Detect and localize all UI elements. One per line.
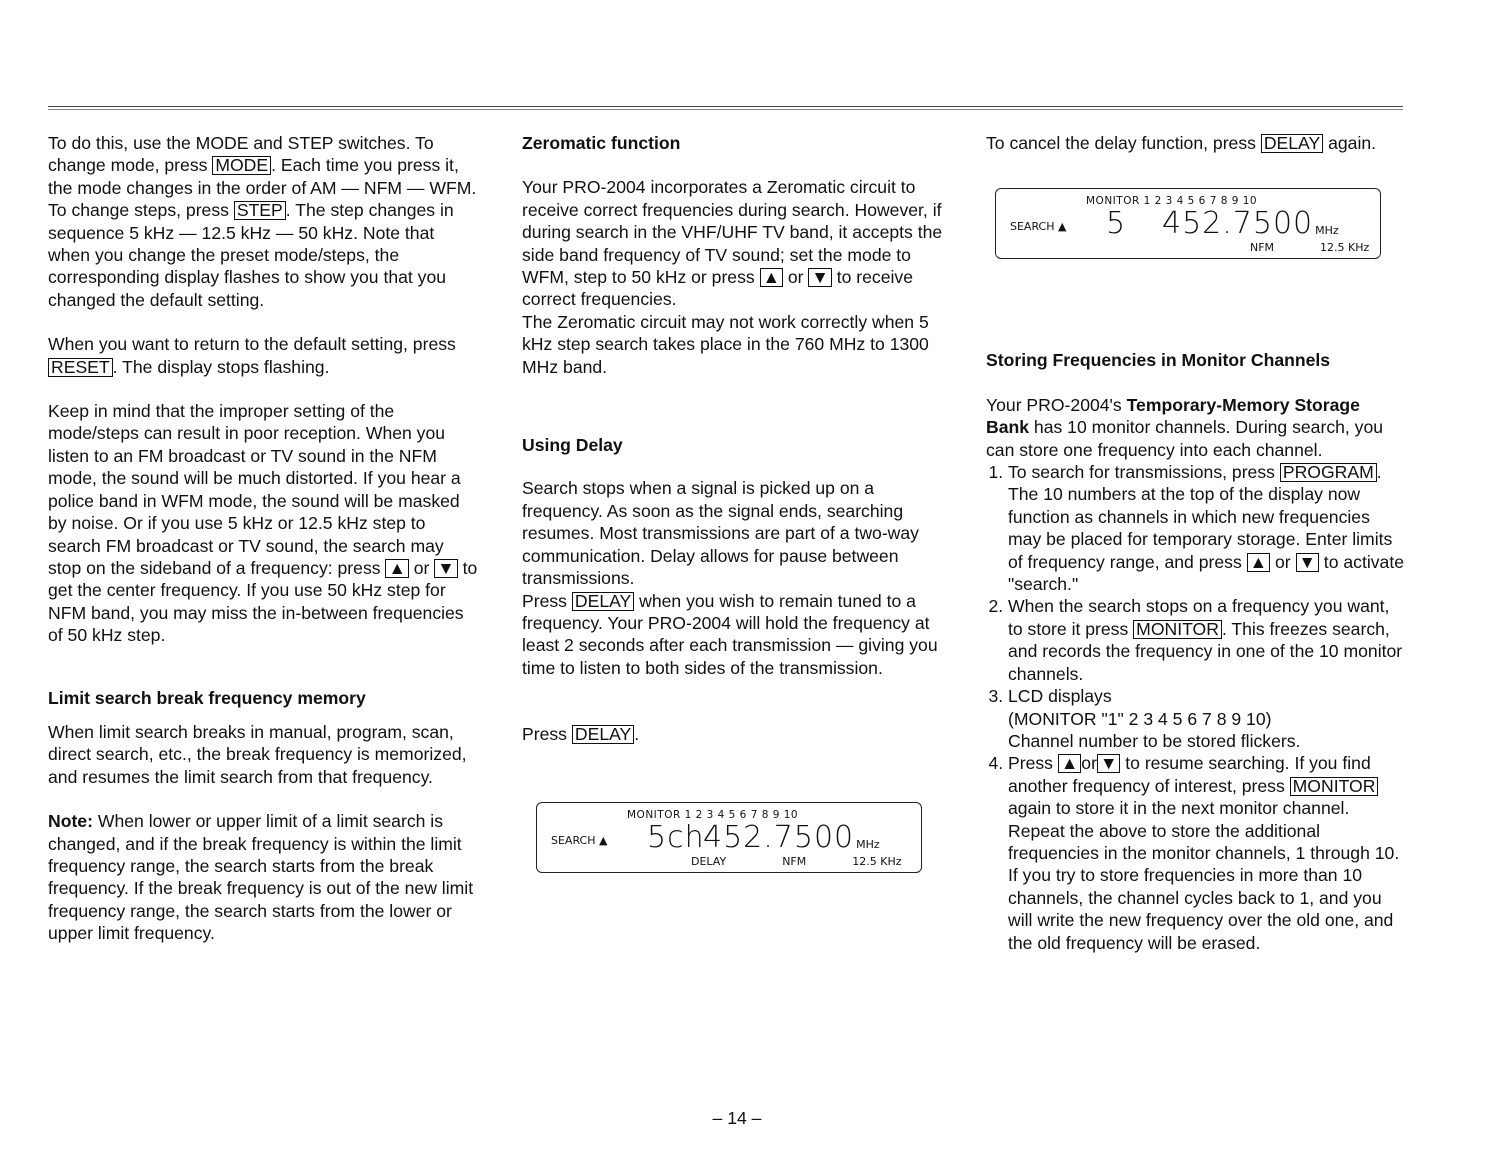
text-segment: to receive correct frequencies. The Zeromatic circuit may not work correctly when 5 kHz step search takes place in the 760 MHz to 1300 MHz band. bbox=[522, 267, 929, 377]
lcd-channel: 5ch bbox=[647, 819, 705, 855]
key-label: DELAY bbox=[572, 592, 634, 611]
text-segment: . This freezes search, and records the frequency in one of the 10 monitor channels. bbox=[1008, 618, 1403, 684]
text-segment: . Each time you press it, the mode changes in the order of AM — NFM — WFM. To change steps, press bbox=[48, 155, 477, 221]
lcd-main-row bbox=[1010, 207, 1370, 241]
text-segment: again to store it in the next monitor channel. Repeat the above to store the additional frequencies in the monitor channels, 1 through 10. If you try to store frequencies in more than 10 channels, the channel cycles back to 1, and you will write the new frequency over the old one, and the old frequency will be erased. bbox=[1008, 798, 1400, 953]
list-item bbox=[1008, 752, 1406, 954]
text-segment: When lower or upper limit of a limit search is changed, and if the break frequency is within the limit frequency range, the search starts from the break frequency. If the break frequency is out of the new limit frequency range, the search starts from the lower or upper limit frequency. bbox=[48, 811, 474, 944]
text-segment: to get the center frequency. If you use 50 kHz step for NFM band, you may miss the in-between frequencies of 50 kHz step. bbox=[48, 557, 478, 646]
key-label: MONITOR bbox=[1133, 620, 1222, 639]
key-label: ▼ bbox=[1296, 553, 1319, 572]
cancel-delay-paragraph bbox=[986, 132, 1406, 154]
press-delay-paragraph bbox=[522, 723, 952, 745]
key-label: ▼ bbox=[808, 268, 831, 287]
list-item bbox=[1008, 685, 1406, 752]
zeromatic-paragraph bbox=[522, 176, 952, 378]
lcd-channel: 5 bbox=[1106, 206, 1127, 242]
lcd-mode: NFM bbox=[782, 854, 807, 868]
list-item bbox=[1008, 461, 1406, 595]
text-segment: When limit search breaks in manual, program, scan, direct search, etc., the break frequency is memorized, and resumes the limit search from that frequency. bbox=[48, 721, 467, 787]
text-segment: . bbox=[634, 724, 640, 745]
lcd-frequency: 452.7500 bbox=[703, 819, 855, 855]
lcd-mode: NFM bbox=[1250, 241, 1275, 255]
text-segment: Keep in mind that the improper setting of the mode/steps can result in poor reception. When you listen to an FM broadcast or TV sound in the NFM mode, the sound will be much distorted. If you hear a police band in WFM mode, the sound will be masked by noise. Or if you use 5 kHz or 12.5 kHz step to search FM broadcast or TV sound, the search may stop on the sideband of a frequency: press bbox=[48, 401, 461, 578]
lcd-unit: MHz bbox=[856, 837, 880, 851]
limit-search-heading: Limit search break frequency memory bbox=[48, 687, 366, 708]
text-segment: again. bbox=[1323, 133, 1377, 153]
text-segment: Press bbox=[522, 724, 572, 745]
lcd-frequency: 452.7500 bbox=[1162, 206, 1314, 242]
lcd-display-delay bbox=[536, 802, 922, 873]
text-segment: To cancel the delay function, press bbox=[986, 133, 1261, 153]
reset-paragraph bbox=[48, 333, 480, 378]
column-left bbox=[48, 132, 480, 945]
limit-search-paragraph bbox=[48, 721, 480, 788]
text-segment: or bbox=[783, 267, 809, 288]
lcd-step: 12.5 KHz bbox=[852, 854, 902, 868]
text-segment: Your PRO-2004 incorporates a Zeromatic circuit to receive correct frequencies during search. However, if during search in the VHF/UHF TV band, it accepts the side band frequency of TV sound; set the mode to WFM, step to 50 kHz or press bbox=[522, 177, 943, 288]
lcd-delay: DELAY bbox=[691, 854, 727, 868]
text-segment: . The display stops flashing. bbox=[112, 356, 330, 377]
text-segment: Press bbox=[1008, 753, 1058, 774]
column-middle bbox=[522, 132, 952, 873]
key-label: MONITOR bbox=[1290, 777, 1379, 796]
note-paragraph bbox=[48, 810, 480, 944]
text-segment: . The step changes in sequence 5 kHz — 12.5 kHz — 50 kHz. Note that when you change the preset mode/steps, the corresponding display flashes to show you that you changed the default setting. bbox=[48, 200, 454, 310]
key-label: ▲ bbox=[385, 559, 408, 578]
text-segment: to resume searching. If you find another frequency of interest, press bbox=[1008, 753, 1371, 796]
text-segment: To search for transmissions, press bbox=[1008, 462, 1280, 483]
improper-setting-paragraph bbox=[48, 400, 480, 646]
lcd-display-search bbox=[995, 188, 1381, 259]
key-label: STEP bbox=[234, 201, 286, 220]
key-label: DELAY bbox=[1261, 134, 1323, 153]
page-number: – 14 – bbox=[712, 1108, 762, 1128]
list-item bbox=[1008, 595, 1406, 685]
text-segment: Your PRO-2004's bbox=[986, 394, 1127, 415]
lcd-monitor-channels: MONITOR 1 2 3 4 5 6 7 8 9 10 bbox=[627, 808, 799, 821]
text-segment: Search stops when a signal is picked up on a frequency. As soon as the signal ends, searching resumes. Most transmissions are part of a two-way communication. Delay allows for pause between transmissions. Press bbox=[522, 478, 919, 611]
lcd-status-row bbox=[1010, 241, 1370, 254]
text-segment: When the search stops on a frequency you want, to store it press bbox=[1008, 596, 1390, 639]
key-label: ▲ bbox=[1247, 553, 1270, 572]
text-segment: To do this, use the MODE and STEP switches. To change mode, press bbox=[48, 133, 434, 176]
bold-text: Note: bbox=[48, 811, 93, 832]
delay-paragraph bbox=[522, 477, 952, 679]
text-segment: to activate "search." bbox=[1008, 551, 1405, 595]
text-segment: or bbox=[1270, 551, 1296, 572]
key-label: ▲ bbox=[760, 268, 783, 287]
steps-list bbox=[986, 461, 1406, 954]
text-segment: When you want to return to the default setting, press bbox=[48, 334, 456, 355]
top-rule bbox=[48, 106, 1403, 110]
key-label: DELAY bbox=[572, 725, 634, 744]
lcd-main-row bbox=[551, 821, 911, 855]
text-segment: or bbox=[408, 557, 435, 578]
text-segment: . The 10 numbers at the top of the display now function as channels in which new frequencies may be placed for temporary storage. Enter limits of frequency range, and press bbox=[1008, 462, 1393, 572]
key-label: ▲ bbox=[1058, 754, 1081, 773]
key-label: PROGRAM bbox=[1280, 463, 1377, 482]
key-label: ▼ bbox=[434, 559, 457, 578]
lcd-monitor-channels: MONITOR 1 2 3 4 5 6 7 8 9 10 bbox=[1086, 195, 1258, 208]
text-segment: when you wish to remain tuned to a frequency. Your PRO-2004 will hold the frequency at least 2 seconds after each transmission — giving you time to listen to both sides of the transmission. bbox=[522, 590, 938, 678]
using-delay-heading: Using Delay bbox=[522, 435, 623, 456]
key-label: MODE bbox=[212, 156, 271, 175]
mode-step-paragraph bbox=[48, 132, 480, 311]
text-segment: or bbox=[1081, 753, 1097, 774]
key-label: ▼ bbox=[1097, 754, 1120, 773]
key-label: RESET bbox=[48, 358, 113, 377]
zeromatic-heading: Zeromatic function bbox=[522, 133, 681, 153]
lcd-status-row bbox=[551, 855, 911, 868]
lcd-search-indicator: SEARCH ▲ bbox=[551, 833, 608, 847]
storage-bank-paragraph bbox=[986, 394, 1406, 461]
text-segment: LCD displays (MONITOR "1" 2 3 4 5 6 7 8 9 10) Channel number to be stored flickers. bbox=[1008, 686, 1301, 751]
storing-frequencies-heading: Storing Frequencies in Monitor Channels bbox=[986, 350, 1331, 371]
column-right bbox=[986, 132, 1406, 954]
lcd-search-indicator: SEARCH ▲ bbox=[1010, 220, 1067, 234]
lcd-unit: MHz bbox=[1315, 224, 1339, 238]
bold-text: Temporary-Memory Storage Bank bbox=[986, 394, 1360, 438]
lcd-step: 12.5 KHz bbox=[1320, 241, 1370, 255]
text-segment: has 10 monitor channels. During search, you can store one frequency into each channel. bbox=[986, 417, 1384, 460]
